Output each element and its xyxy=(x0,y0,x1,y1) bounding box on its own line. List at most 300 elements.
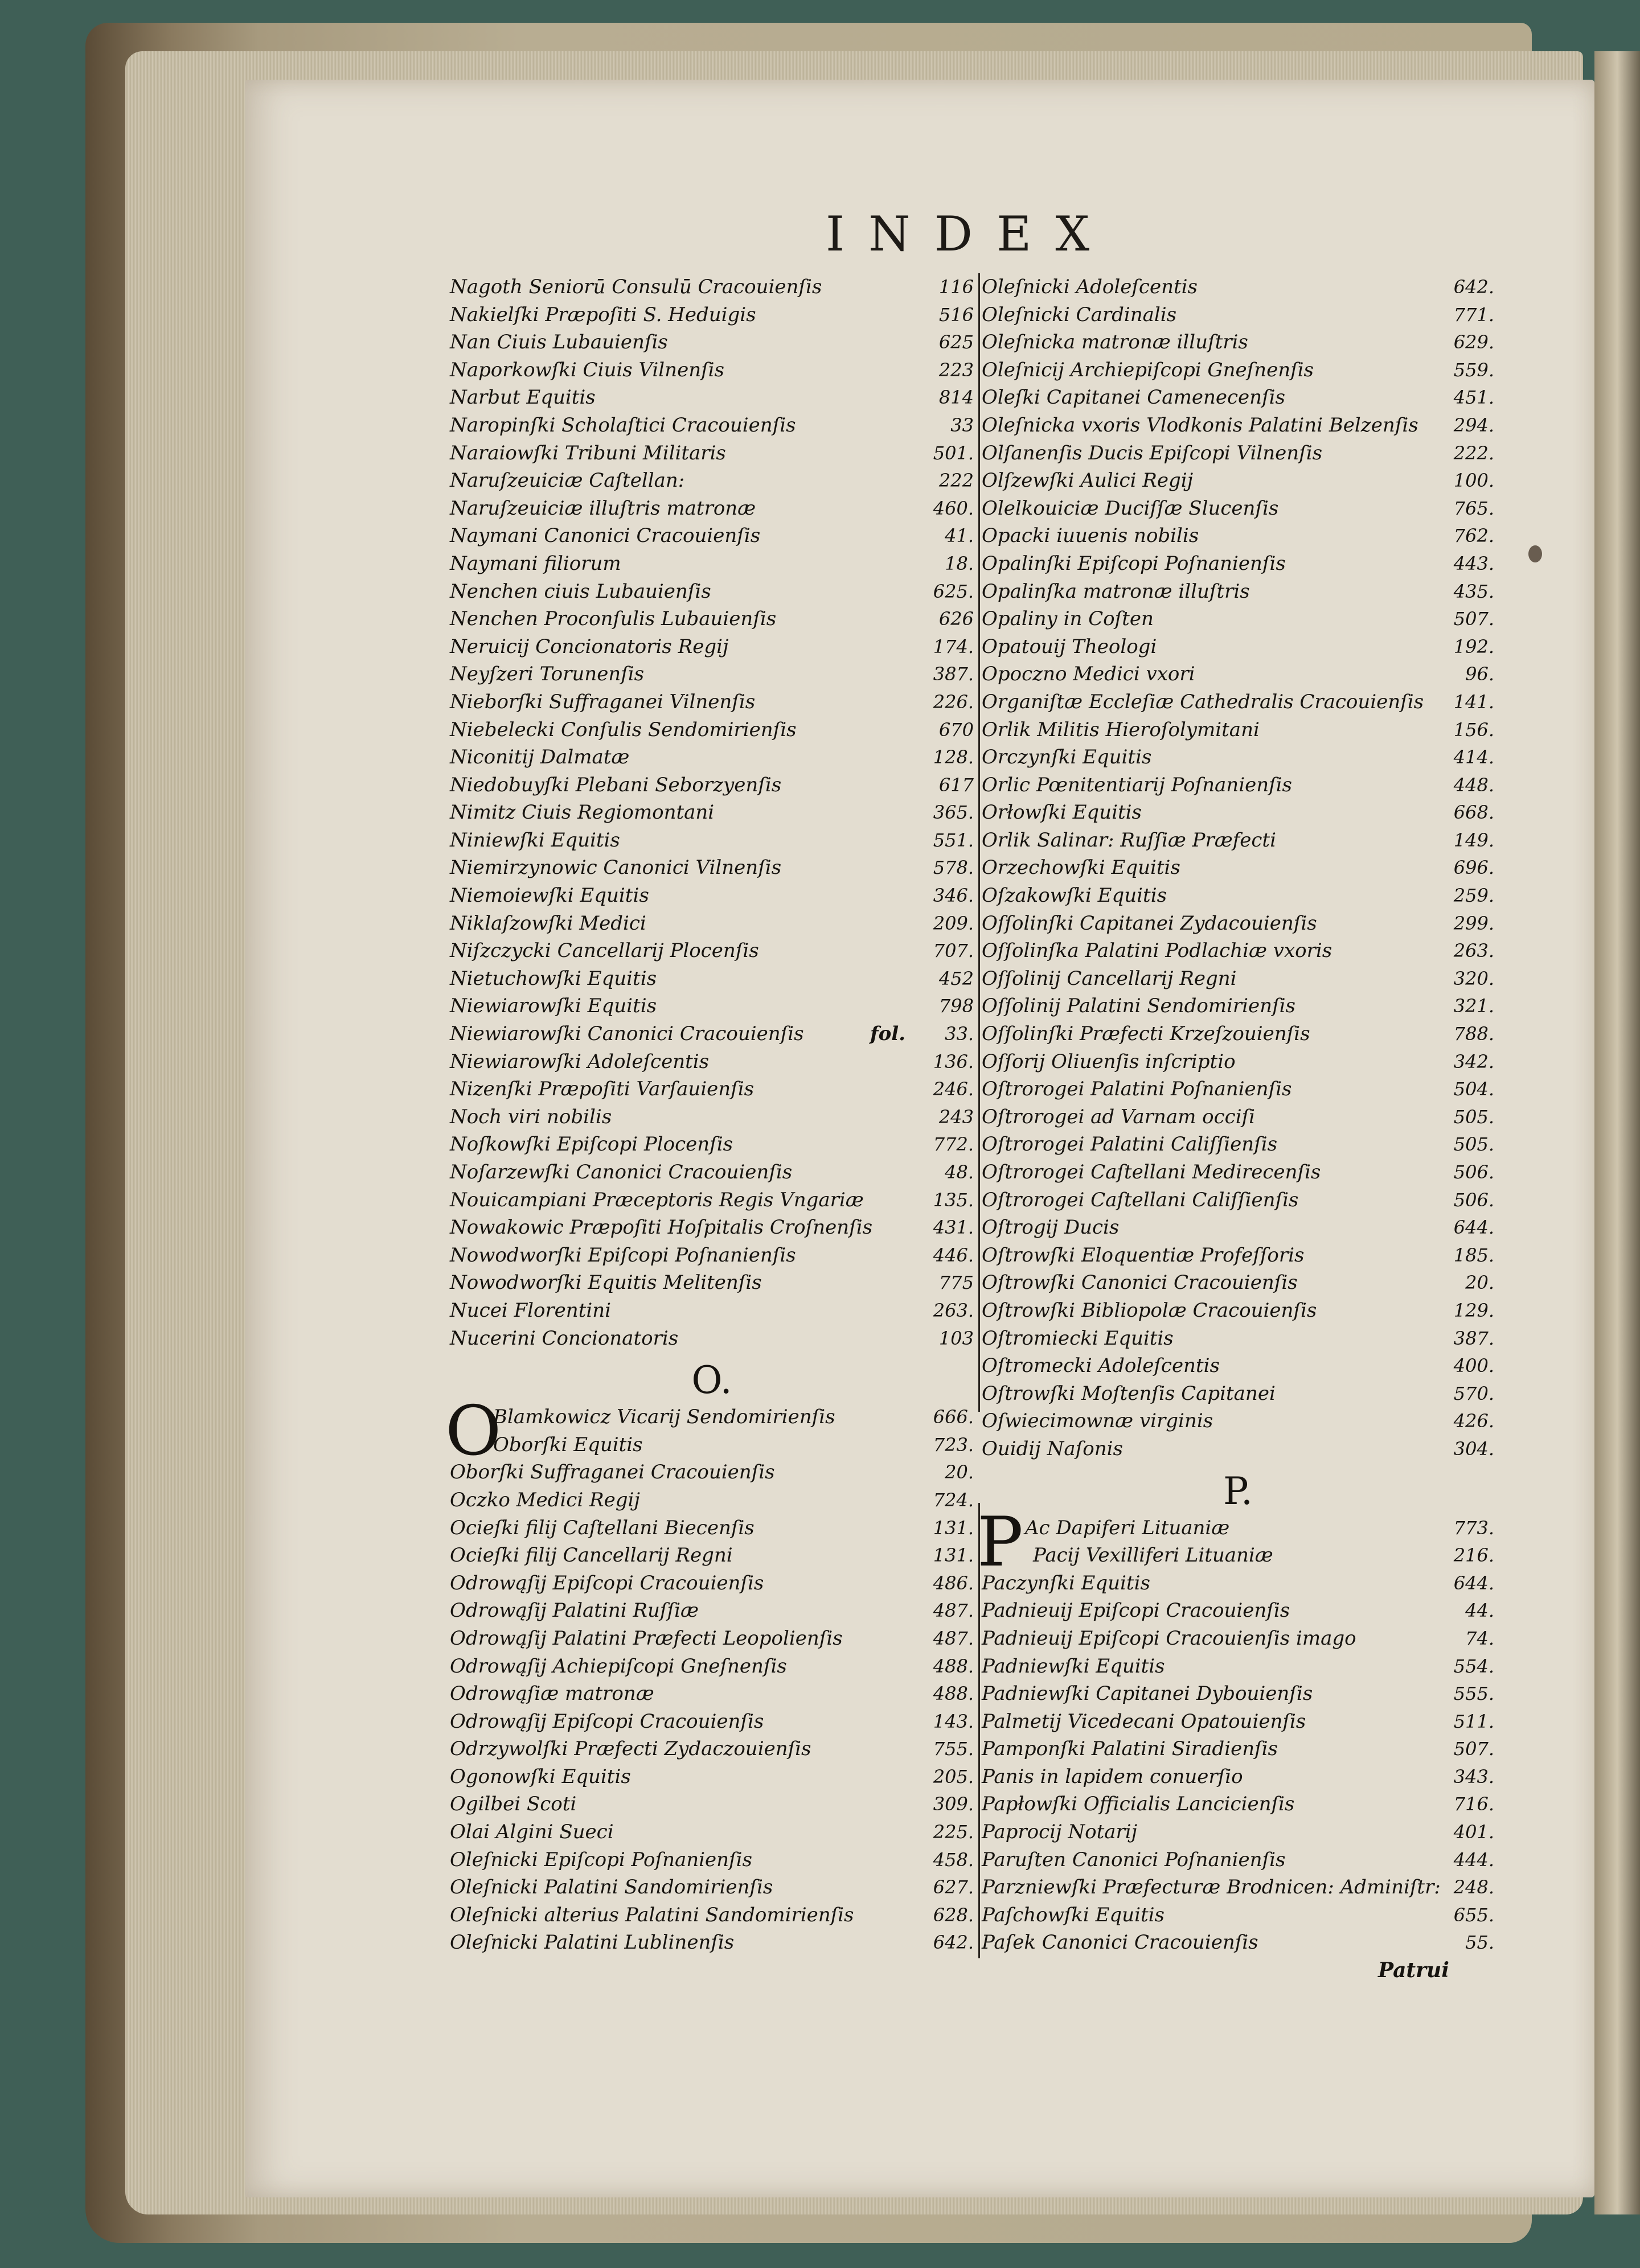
index-entry xyxy=(450,412,974,439)
index-entry xyxy=(982,1214,1494,1242)
entry-name: Oleſki Capitanei Camenecenſis xyxy=(982,386,1285,409)
index-entry xyxy=(450,1214,974,1242)
index-entry xyxy=(982,1048,1494,1076)
entry-name: Oſtrowſki Bibliopolæ Cracouienſis xyxy=(982,1299,1317,1322)
index-entry xyxy=(450,1680,974,1708)
entry-name: Organiſtæ Eccleſiæ Cathedralis Cracouienſis xyxy=(982,690,1424,713)
entry-name: Niewiarowſki Adoleſcentis xyxy=(450,1050,710,1073)
index-entry xyxy=(982,1929,1494,1957)
entry-name: Olai Algini Sueci xyxy=(450,1821,614,1844)
index-entry xyxy=(982,1269,1494,1297)
entry-page-number: 128. xyxy=(933,746,974,769)
index-entry xyxy=(450,273,974,301)
index-entry xyxy=(982,1597,1494,1625)
entry-page-number: 304. xyxy=(1453,1437,1494,1460)
entry-name: Nakielſki Præpoſiti S. Heduigis xyxy=(450,303,756,326)
index-entry xyxy=(450,356,974,384)
entry-name: Pacij Vexilliferi Lituaniæ xyxy=(1033,1544,1273,1567)
entry-name: Odrowąſij Epiſcopi Cracouienſis xyxy=(450,1710,764,1733)
index-entry xyxy=(982,1020,1494,1048)
entry-name: Oleſnicki Palatini Sandomirienſis xyxy=(450,1876,773,1899)
index-entry xyxy=(982,771,1494,799)
index-entry xyxy=(982,743,1494,771)
entry-name: Nenchen ciuis Lubauienſis xyxy=(450,580,711,603)
index-entry xyxy=(450,1103,974,1131)
entry-name: Oſſolinſka Palatini Podlachiæ vxoris xyxy=(982,939,1332,963)
entry-page-number: 41. xyxy=(945,525,974,547)
entry-page-number: 209. xyxy=(933,912,974,934)
index-entry xyxy=(450,1297,974,1325)
entry-name: Naruſzeuiciæ illuſtris matronæ xyxy=(450,496,756,520)
drop-cap-initial: O xyxy=(445,1392,502,1472)
index-entry xyxy=(982,1901,1494,1929)
entry-page-number: 555. xyxy=(1453,1683,1494,1705)
entry-page-number: 309. xyxy=(933,1793,974,1815)
index-entry xyxy=(982,273,1494,301)
index-entry xyxy=(982,688,1494,716)
entry-name: Ogilbei Scoti xyxy=(450,1793,577,1816)
index-entry xyxy=(982,1625,1494,1653)
entry-page-number: 33. xyxy=(945,1023,974,1045)
entry-name: Oſtrogij Ducis xyxy=(982,1216,1120,1239)
entry-page-number: 516 xyxy=(938,303,974,326)
entry-page-number: 387. xyxy=(1453,1327,1494,1349)
entry-page-number: 773. xyxy=(1453,1517,1494,1539)
index-entry xyxy=(450,1431,974,1459)
facing-page-edge xyxy=(1594,51,1640,2214)
index-entry xyxy=(450,827,974,854)
entry-page-number: 625. xyxy=(933,580,974,602)
index-entry xyxy=(450,1048,974,1076)
entry-page-number: 486. xyxy=(933,1572,974,1594)
entry-name: Nucerini Concionatoris xyxy=(450,1326,679,1350)
entry-page-number: 788. xyxy=(1453,1023,1494,1045)
entry-name: Nowakowic Præpoſiti Hoſpitalis Croſnenſis xyxy=(450,1216,873,1239)
entry-page-number: 44. xyxy=(1465,1600,1494,1622)
index-entry xyxy=(450,439,974,467)
index-entry xyxy=(982,1103,1494,1131)
entry-page-number: 74. xyxy=(1465,1627,1494,1649)
entry-page-number: 223 xyxy=(938,359,974,381)
index-entry xyxy=(982,1653,1494,1681)
index-entry xyxy=(450,1708,974,1736)
entry-page-number: 174. xyxy=(933,635,974,658)
index-entry xyxy=(450,1901,974,1929)
page-title: INDEX xyxy=(826,206,1114,262)
entry-name: Paſchowſki Equitis xyxy=(982,1903,1165,1926)
entry-page-number: 426. xyxy=(1453,1410,1494,1432)
index-entry xyxy=(450,1514,974,1542)
letter-heading-text: P. xyxy=(1223,1469,1253,1513)
entry-name: Ouidij Naſonis xyxy=(982,1437,1123,1460)
entry-name: Nietuchowſki Equitis xyxy=(450,967,657,990)
entry-name: Oſtrorogei Palatini Poſnanienſis xyxy=(982,1078,1292,1101)
entry-page-number: 762. xyxy=(1453,525,1494,547)
entry-page-number: 192. xyxy=(1453,635,1494,658)
entry-name: Narbut Equitis xyxy=(450,386,596,409)
entry-name: Niewiarowſki Canonici Cracouienſis xyxy=(450,1022,804,1046)
index-entry xyxy=(982,1352,1494,1380)
entry-name: Orlik Militis Hieroſolymitani xyxy=(982,718,1260,741)
entry-name: Oſſolinij Cancellarij Regni xyxy=(982,967,1237,990)
entry-name: Odrowąſij Palatini Præfecti Leopolienſis xyxy=(450,1626,843,1650)
entry-name: Oſtrowſki Canonici Cracouienſis xyxy=(982,1271,1298,1295)
index-entry xyxy=(982,1708,1494,1736)
entry-page-number: 222. xyxy=(1453,442,1494,464)
entry-page-number: 655. xyxy=(1453,1904,1494,1926)
entry-name: Paſek Canonici Cracouienſis xyxy=(982,1931,1258,1954)
index-entry xyxy=(450,1873,974,1901)
entry-name: Oſſorij Oliuenſis inſcriptio xyxy=(982,1050,1236,1073)
index-entry xyxy=(982,578,1494,606)
index-entry xyxy=(982,1297,1494,1325)
entry-name: Paruſten Canonici Poſnanienſis xyxy=(982,1848,1286,1871)
entry-page-number: 365. xyxy=(933,802,974,824)
entry-page-number: 554. xyxy=(1453,1655,1494,1677)
entry-name: Odrowąſiæ matronæ xyxy=(450,1682,654,1706)
entry-name: Nimitz Ciuis Regiomontani xyxy=(450,801,715,824)
entry-page-number: 707. xyxy=(933,940,974,962)
entry-page-number: 259. xyxy=(1453,885,1494,907)
entry-page-number: 446. xyxy=(933,1244,974,1266)
entry-name: Niniewſki Equitis xyxy=(450,828,620,852)
entry-page-number: 626 xyxy=(938,608,974,630)
entry-name: Opatouij Theologi xyxy=(982,635,1157,658)
index-entry xyxy=(450,882,974,910)
entry-name: Oborſki Suffraganei Cracouienſis xyxy=(450,1461,775,1484)
entry-name: Padniewſki Capitanei Dybouienſis xyxy=(982,1682,1313,1706)
entry-name: Olſanenſis Ducis Epiſcopi Vilnenſis xyxy=(982,441,1323,465)
index-entry xyxy=(982,1846,1494,1874)
entry-page-number: 321. xyxy=(1453,995,1494,1017)
index-entry xyxy=(450,1846,974,1874)
entry-name: Oſtromiecki Equitis xyxy=(982,1326,1174,1350)
entry-page-number: 294. xyxy=(1453,414,1494,436)
entry-page-number: 625 xyxy=(938,331,974,354)
index-entry xyxy=(982,937,1494,965)
entry-page-number: 135. xyxy=(933,1189,974,1211)
index-entry xyxy=(982,1680,1494,1708)
entry-name: Oſſolinſki Præfecti Krzeſzouienſis xyxy=(982,1022,1310,1046)
entry-name: Papłowſki Officialis Lancicienſis xyxy=(982,1793,1295,1816)
entry-page-number: 443. xyxy=(1453,552,1494,574)
entry-name: Neyſzeri Torunenſis xyxy=(450,663,645,686)
right-index-column xyxy=(977,273,1494,1957)
entry-page-number: 18. xyxy=(945,552,974,574)
index-entry xyxy=(450,578,974,606)
index-entry xyxy=(982,992,1494,1020)
entry-name: Odrzywolſki Præfecti Zydaczouienſis xyxy=(450,1737,811,1761)
entry-page-number: 246. xyxy=(933,1078,974,1100)
entry-page-number: 487. xyxy=(933,1627,974,1649)
entry-name: Palmetij Vicedecani Opatouienſis xyxy=(982,1710,1306,1733)
entry-name: Niemoiewſki Equitis xyxy=(450,884,649,907)
index-entry xyxy=(450,1790,974,1818)
index-entry xyxy=(450,467,974,495)
index-entry xyxy=(982,882,1494,910)
entry-name: Nucei Florentini xyxy=(450,1299,612,1322)
entry-page-number: 507. xyxy=(1453,1738,1494,1760)
ink-blot xyxy=(1528,545,1542,562)
index-entry xyxy=(450,633,974,661)
entry-name: Oſtrorogei Caſtellani Caliſſienſis xyxy=(982,1188,1299,1211)
column-divider xyxy=(978,273,980,1412)
index-entry xyxy=(450,605,974,633)
entry-name: Nizenſki Præpoſiti Varſauienſis xyxy=(450,1078,755,1101)
entry-page-number: 387. xyxy=(933,663,974,685)
catchword: Patrui xyxy=(1378,1958,1449,1982)
entry-name: Orczynſki Equitis xyxy=(982,746,1152,769)
entry-name: Odrowąſij Palatini Ruſſiæ xyxy=(450,1599,699,1622)
index-entry xyxy=(450,799,974,827)
entry-name: Nouicampiani Præceptoris Regis Vngariæ xyxy=(450,1188,864,1211)
entry-name: Orłowſki Equitis xyxy=(982,801,1142,824)
entry-page-number: 444. xyxy=(1453,1848,1494,1871)
entry-page-number: 185. xyxy=(1453,1244,1494,1266)
index-entry xyxy=(450,1818,974,1846)
entry-name: Nowodworſki Equitis Melitenſis xyxy=(450,1271,762,1295)
letter-section-heading xyxy=(450,1352,974,1403)
index-entry xyxy=(982,467,1494,495)
entry-name: Nieborſki Suffraganei Vilnenſis xyxy=(450,690,756,713)
index-entry xyxy=(450,328,974,356)
entry-page-number: 723. xyxy=(933,1433,974,1456)
index-entry xyxy=(450,1929,974,1957)
entry-page-number: 346. xyxy=(933,885,974,907)
entry-name: Naymani Canonici Cracouienſis xyxy=(450,524,761,548)
entry-name: Paprocij Notarij xyxy=(982,1821,1138,1844)
index-entry xyxy=(450,1269,974,1297)
index-entry xyxy=(450,1625,974,1653)
entry-page-number: 103 xyxy=(938,1327,974,1349)
index-entry xyxy=(450,384,974,412)
entry-name: Oſtrorogei ad Varnam occiſi xyxy=(982,1105,1256,1128)
entry-page-number: 143. xyxy=(933,1710,974,1732)
entry-page-number: 629. xyxy=(1453,331,1494,354)
entry-page-number: 400. xyxy=(1453,1355,1494,1377)
entry-name: Oſtromecki Adoleſcentis xyxy=(982,1354,1220,1378)
entry-name: Oſſolinij Palatini Sendomirienſis xyxy=(982,995,1295,1018)
index-entry xyxy=(982,1325,1494,1353)
index-entry xyxy=(982,328,1494,356)
index-entry xyxy=(982,1131,1494,1158)
entry-page-number: 33 xyxy=(950,414,974,436)
entry-page-number: 96. xyxy=(1465,663,1494,685)
entry-page-number: 458. xyxy=(933,1848,974,1871)
entry-name: Oczko Medici Regij xyxy=(450,1488,640,1511)
entry-name: Niſzczycki Cancellarij Plocenſis xyxy=(450,939,759,963)
entry-name: Padniewſki Equitis xyxy=(982,1654,1165,1678)
entry-name: Naruſzeuiciæ Caſtellan: xyxy=(450,469,685,492)
entry-page-number: 55. xyxy=(1465,1932,1494,1954)
letter-heading-text: O. xyxy=(691,1358,732,1403)
entry-page-number: 435. xyxy=(1453,580,1494,602)
entry-name: Odrowąſij Achiepiſcopi Gneſnenſis xyxy=(450,1654,787,1678)
entry-page-number: 20. xyxy=(1465,1272,1494,1294)
entry-page-number: 772. xyxy=(933,1133,974,1156)
index-entry xyxy=(450,1486,974,1514)
entry-page-number: 225. xyxy=(933,1821,974,1843)
entry-page-number: 263. xyxy=(933,1299,974,1321)
index-entry xyxy=(450,937,974,965)
entry-name: Opoczno Medici vxori xyxy=(982,663,1195,686)
index-entry xyxy=(450,1020,974,1048)
entry-page-number: 670 xyxy=(938,718,974,741)
index-entry xyxy=(450,301,974,329)
entry-name: Opaliny in Coſten xyxy=(982,607,1154,631)
entry-page-number: 716. xyxy=(1453,1793,1494,1815)
entry-page-number: 765. xyxy=(1453,497,1494,519)
letter-section-heading xyxy=(982,1463,1494,1514)
entry-page-number: 136. xyxy=(933,1050,974,1073)
entry-page-number: 488. xyxy=(933,1683,974,1705)
index-entry xyxy=(982,1435,1494,1463)
index-entry xyxy=(450,522,974,550)
entry-name: Paczynſki Equitis xyxy=(982,1571,1150,1595)
entry-page-number: 156. xyxy=(1453,718,1494,741)
entry-page-number: 511. xyxy=(1453,1710,1494,1732)
entry-page-number: 642. xyxy=(1453,276,1494,298)
entry-page-number: 248. xyxy=(1453,1876,1494,1899)
entry-page-number: 20. xyxy=(945,1461,974,1484)
index-entry xyxy=(982,495,1494,523)
entry-name: Niklaſzowſki Medici xyxy=(450,911,646,935)
entry-name: Orzechowſki Equitis xyxy=(982,856,1180,880)
entry-name: Ocieſki filij Cancellarij Regni xyxy=(450,1544,733,1567)
entry-page-number: 320. xyxy=(1453,967,1494,989)
entry-page-number: 628. xyxy=(933,1904,974,1926)
entry-name: Oleſnicij Archiepiſcopi Gneſnenſis xyxy=(982,358,1314,381)
entry-name: Oleſnicki alterius Palatini Sandomirienſis xyxy=(450,1903,854,1926)
index-entry xyxy=(982,1735,1494,1763)
entry-page-number: 666. xyxy=(933,1406,974,1428)
index-entry xyxy=(450,1242,974,1269)
entry-name: Oſtrowſki Eloquentiæ Profeſſoris xyxy=(982,1243,1305,1267)
entry-page-number: 401. xyxy=(1453,1821,1494,1843)
entry-page-number: 488. xyxy=(933,1655,974,1677)
index-entry xyxy=(982,1186,1494,1214)
entry-page-number: 668. xyxy=(1453,802,1494,824)
entry-page-number: 452 xyxy=(938,967,974,989)
index-entry xyxy=(450,1653,974,1681)
entry-page-number: 798 xyxy=(938,995,974,1017)
entry-name: Oleſnicki Cardinalis xyxy=(982,303,1177,326)
entry-page-number: 504. xyxy=(1453,1078,1494,1100)
entry-page-number: 131. xyxy=(933,1517,974,1539)
entry-page-number: 501. xyxy=(933,442,974,464)
index-entry xyxy=(982,439,1494,467)
index-entry xyxy=(982,384,1494,412)
folio-marker: fol. xyxy=(870,1022,905,1046)
drop-cap-initial: P xyxy=(977,1502,1023,1582)
index-entry xyxy=(982,356,1494,384)
entry-name: Opalinſka matronæ illuſtris xyxy=(982,580,1250,603)
entry-name: Oleſnicki Palatini Lublinenſis xyxy=(450,1931,735,1954)
index-entry xyxy=(982,1763,1494,1791)
index-entry xyxy=(982,1407,1494,1435)
entry-name: Orlik Salinar: Ruſſiæ Præfecti xyxy=(982,828,1276,852)
entry-name: Padnieuij Epiſcopi Cracouienſis xyxy=(982,1599,1290,1622)
entry-page-number: 129. xyxy=(1453,1299,1494,1321)
index-entry xyxy=(982,1569,1494,1597)
entry-name: Pamponſki Palatini Siradienſis xyxy=(982,1737,1278,1761)
entry-name: Oleſnicki Epiſcopi Poſnanienſis xyxy=(450,1848,752,1871)
entry-name: Parzniewſki Præfecturæ Brodnicen: Adminiſtr: xyxy=(982,1876,1441,1899)
entry-page-number: 487. xyxy=(933,1600,974,1622)
index-entry xyxy=(982,1790,1494,1818)
entry-name: Noſkowſki Epiſcopi Plocenſis xyxy=(450,1133,733,1156)
left-index-column xyxy=(445,273,974,1957)
entry-name: Panis in lapidem conuerſio xyxy=(982,1765,1243,1788)
entry-name: Oleſnicki Adoleſcentis xyxy=(982,276,1198,298)
entry-page-number: 414. xyxy=(1453,746,1494,769)
entry-name: Orlic Pœnitentiarij Poſnanienſis xyxy=(982,773,1292,796)
entry-name: Nan Ciuis Lubauienſis xyxy=(450,331,668,354)
entry-name: Opalinſki Epiſcopi Poſnanienſis xyxy=(982,552,1286,575)
entry-page-number: 299. xyxy=(1453,912,1494,934)
entry-page-number: 724. xyxy=(933,1489,974,1511)
index-entry xyxy=(982,965,1494,993)
entry-name: Noſarzewſki Canonici Cracouienſis xyxy=(450,1161,793,1184)
entry-page-number: 342. xyxy=(1453,1050,1494,1073)
index-entry xyxy=(982,854,1494,882)
entry-name: Oſtrowſki Moſtenſis Capitanei xyxy=(982,1382,1276,1405)
entry-page-number: 226. xyxy=(933,691,974,713)
entry-name: Olſzewſki Aulici Regij xyxy=(982,469,1194,492)
entry-name: Niebelecki Conſulis Sendomirienſis xyxy=(450,718,797,741)
index-entry xyxy=(450,716,974,744)
entry-name: Ogonowſki Equitis xyxy=(450,1765,631,1788)
entry-name: Naporkowſki Ciuis Vilnenſis xyxy=(450,358,724,381)
entry-name: Oleſnicka vxoris Vlodkonis Palatini Belzenſis xyxy=(982,413,1418,437)
entry-page-number: 431. xyxy=(933,1217,974,1239)
index-entry xyxy=(982,716,1494,744)
entry-name: Nenchen Proconſulis Lubauienſis xyxy=(450,607,777,631)
entry-name: Naropinſki Scholaſtici Cracouienſis xyxy=(450,413,796,437)
entry-name: Ocieſki filij Caſtellani Biecenſis xyxy=(450,1516,755,1539)
entry-name: Niconitij Dalmatæ xyxy=(450,746,630,769)
entry-page-number: 696. xyxy=(1453,857,1494,879)
entry-name: Nagoth Seniorū Consulū Cracouienſis xyxy=(450,276,822,298)
entry-name: Olelkouiciæ Duciſſæ Slucenſis xyxy=(982,496,1279,520)
index-entry xyxy=(450,1569,974,1597)
entry-page-number: 644. xyxy=(1453,1217,1494,1239)
entry-page-number: 755. xyxy=(933,1738,974,1760)
entry-page-number: 644. xyxy=(1453,1572,1494,1594)
index-entry xyxy=(982,799,1494,827)
index-entry xyxy=(450,910,974,938)
index-entry xyxy=(982,827,1494,854)
index-entry xyxy=(450,1458,974,1486)
index-entry xyxy=(450,1325,974,1353)
index-entry xyxy=(450,1186,974,1214)
entry-page-number: 570. xyxy=(1453,1382,1494,1404)
index-entry xyxy=(982,412,1494,439)
entry-page-number: 627. xyxy=(933,1876,974,1899)
entry-page-number: 343. xyxy=(1453,1765,1494,1788)
entry-page-number: 559. xyxy=(1453,359,1494,381)
index-entry xyxy=(450,1075,974,1103)
entry-page-number: 116 xyxy=(938,276,974,298)
entry-name: Blamkowicz Vicarij Sendomirienſis xyxy=(493,1406,835,1429)
entry-name: Oſtrorogei Caſtellani Medirecenſis xyxy=(982,1161,1321,1184)
entry-name: Oſtrorogei Palatini Caliſſienſis xyxy=(982,1133,1278,1156)
entry-name: Padnieuij Epiſcopi Cracouienſis imago xyxy=(982,1626,1356,1650)
index-entry xyxy=(982,633,1494,661)
entry-name: Noch viri nobilis xyxy=(450,1105,612,1128)
index-entry xyxy=(450,854,974,882)
entry-page-number: 216. xyxy=(1453,1544,1494,1567)
